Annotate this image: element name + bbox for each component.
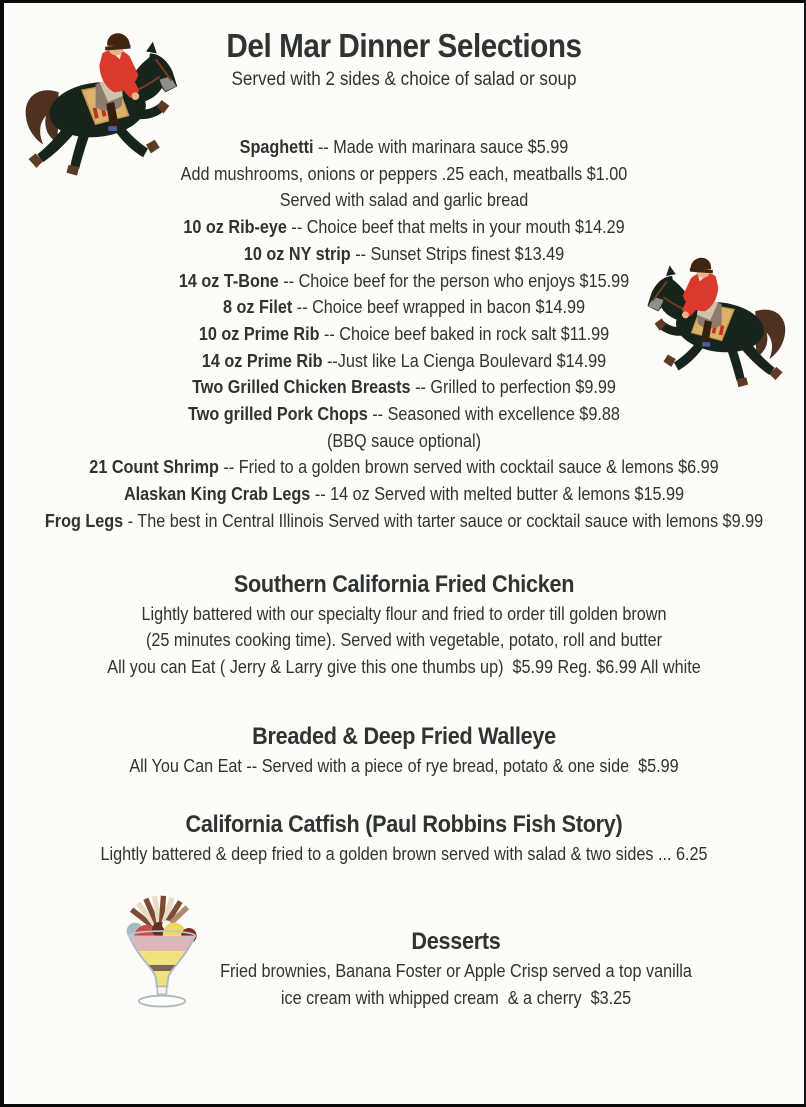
menu-item-desc: -- 14 oz Served with melted butter & lemons $15.99 — [310, 484, 685, 505]
page-subtitle: Served with 2 sides & choice of salad or soup — [231, 69, 577, 90]
menu-item-desc: Served with salad and garlic bread — [279, 190, 529, 211]
menu-item — [44, 508, 764, 535]
menu-item-name: 21 Count Shrimp — [89, 457, 219, 478]
menu-item — [44, 454, 764, 481]
section-title-desserts: Desserts — [411, 928, 501, 956]
menu-item-name: 14 oz Prime Rib — [201, 350, 323, 371]
section-line: (25 minutes cooking time). Served with vegetable, potato, roll and butter — [146, 630, 662, 651]
menu-item-desc: -- Choice beef that melts in your mouth $14.29 — [286, 217, 625, 238]
menu-item-name: 10 oz Rib-eye — [183, 217, 287, 238]
menu-item-name: Two grilled Pork Chops — [188, 404, 368, 425]
section-line: Fried brownies, Banana Foster or Apple Crisp served a top vanilla — [220, 961, 692, 982]
menu-item-name: Spaghetti — [239, 137, 314, 157]
menu-item-desc: -- Fried to a golden brown served with cocktail sauce & lemons $6.99 — [218, 457, 719, 478]
page-title: Del Mar Dinner Selections — [226, 27, 582, 64]
menu-item — [44, 294, 764, 321]
menu-item-desc: Add mushrooms, onions or peppers .25 each, meatballs $1.00 — [180, 163, 628, 184]
section-title-catfish: California Catfish (Paul Robbins Fish Story) — [185, 811, 623, 839]
section-line: All you can Eat ( Jerry & Larry give this one thumbs up) $5.99 Reg. $6.99 All white — [107, 656, 701, 677]
section-line: Lightly battered & deep fried to a golden brown served with salad & two sides ... 6.25 — [100, 844, 708, 865]
menu-item-desc: -- Seasoned with excellence $9.88 — [367, 404, 620, 425]
menu-item-name: Frog Legs — [44, 510, 124, 531]
menu-item-desc: - The best in Central Illinois Served with tarter sauce or cocktail sauce with lemons $9.99 — [123, 510, 764, 531]
menu-item-name: 10 oz Prime Rib — [198, 323, 320, 344]
menu-item-note — [44, 161, 764, 188]
menu-item-desc: -- Choice beef for the person who enjoys $15.99 — [278, 270, 630, 291]
menu-item-name: Two Grilled Chicken Breasts — [192, 377, 411, 398]
section-line: Lightly battered with our specialty flour and fried to order till golden brown — [141, 603, 667, 624]
section-catfish — [44, 809, 764, 868]
menu-item-desc: -- Sunset Strips finest $13.49 — [350, 243, 565, 264]
menu-item — [44, 241, 764, 268]
menu-item — [44, 348, 764, 375]
menu-item — [44, 214, 764, 241]
menu-item-desc: -- Grilled to perfection $9.99 — [410, 377, 616, 398]
menu-item-name: 14 oz T-Bone — [178, 270, 279, 291]
menu-item-name: 8 oz Filet — [222, 297, 293, 318]
entree-list — [44, 134, 764, 535]
section-line: All You Can Eat -- Served with a piece of rye bread, potato & one side $5.99 — [129, 755, 679, 776]
section-desserts — [143, 926, 769, 1011]
menu-item — [44, 481, 764, 508]
section-walleye — [44, 721, 764, 780]
menu-item-desc: -- Choice beef baked in rock salt $11.99 — [319, 323, 610, 344]
section-line: ice cream with whipped cream & a cherry $3.25 — [280, 987, 632, 1008]
section-title-fried-chicken: Southern California Fried Chicken — [233, 570, 575, 598]
section-fried-chicken — [44, 569, 764, 681]
menu-item — [44, 374, 764, 401]
menu-item-desc: -- Made with marinara sauce $5.99 — [313, 137, 569, 157]
menu-item-note — [44, 187, 764, 214]
menu-item-desc: (BBQ sauce optional) — [327, 430, 481, 451]
menu-item-desc: -- Choice beef wrapped in bacon $14.99 — [292, 297, 585, 318]
menu-item — [44, 401, 764, 428]
menu-item — [44, 321, 764, 348]
menu-item — [44, 134, 764, 161]
menu-item-desc: --Just like La Cienga Boulevard $14.99 — [322, 350, 607, 371]
menu-item — [44, 268, 764, 295]
section-title-walleye: Breaded & Deep Fried Walleye — [252, 722, 556, 750]
menu-item-name: 10 oz NY strip — [243, 243, 351, 264]
menu-item-note — [44, 428, 764, 455]
menu-item-name: Alaskan King Crab Legs — [123, 484, 311, 505]
